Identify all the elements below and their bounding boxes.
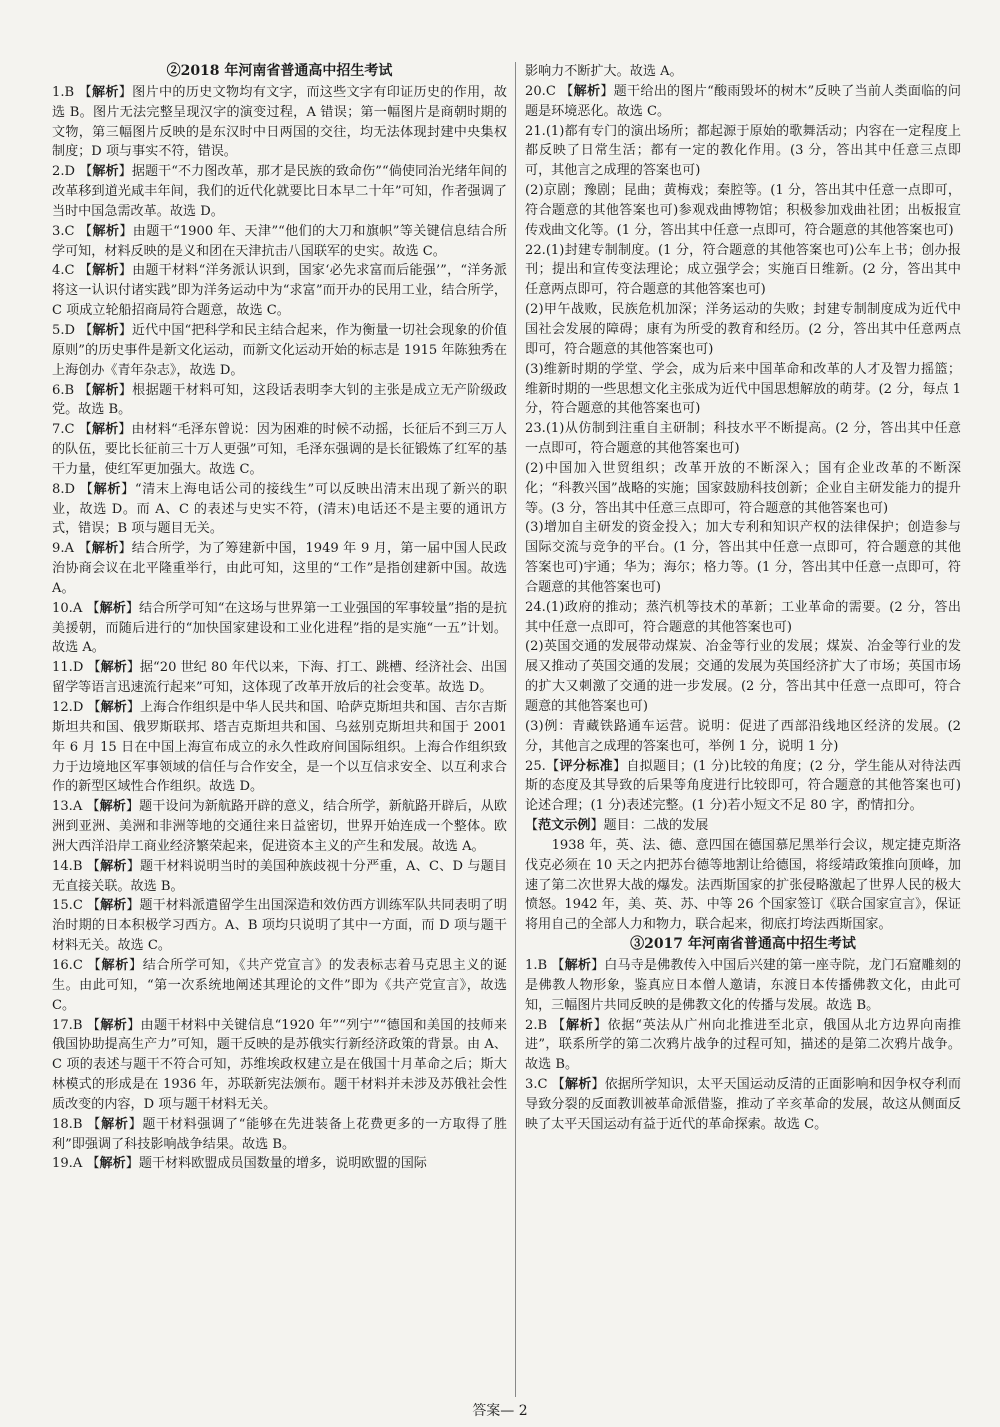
answer-text: 】题干给出的图片“酸雨毁坏的树木”反映了当前人类面临的问题是环境恶化。故选 C。 <box>525 83 961 119</box>
answer-tag: 解析 <box>564 957 592 973</box>
answer-item <box>52 261 507 321</box>
answer-item <box>525 637 961 716</box>
answer-item <box>525 181 961 241</box>
answer-number: 23. <box>525 421 546 437</box>
answer-number: 9.A 【 <box>52 541 92 557</box>
answer-tag: 解析 <box>100 700 127 715</box>
answer-number: 21. <box>525 123 546 139</box>
answer-text: 】近代中国“把科学和民主结合起来，作为衡量一切社会现象的价值原则”的历史事件是新文化运动，而新文化运动开始的标志是 1915 年陈独秀在上海创办《青年杂志》，故选 D。 <box>52 322 508 378</box>
answer-number: 16.C 【 <box>52 957 102 973</box>
answer-item <box>525 518 961 597</box>
right-answer-list-2017 <box>525 956 961 1135</box>
answer-text: 】由材料“毛泽东曾说：因为困难的时候不动摇，长征后不到三万人的队伍，要比长征前三十万人更强”可知，毛泽东强调的是长征锻炼了红军的基干力量，使红军更加强大。故选 C。 <box>52 422 508 477</box>
answer-number: 10.A 【 <box>52 600 100 616</box>
answer-text: (3)维新时期的学堂、学会，成为后来中国革命和改革的人才及智力摇篮；维新时期的一些思想文化主张成为近代中国思想解放的萌芽。(2 分，每点 1 分，符合题意的其他答案也可) <box>525 361 961 417</box>
answer-number: 3.C 【 <box>52 223 93 239</box>
answer-number: 1.B 【 <box>525 957 565 973</box>
answer-tag: 解析 <box>100 660 127 676</box>
answer-text: 】由题干“1900 年、天津”“他们的大刀和旗帜”等关键信息结合所学可知，材料反映的是义和团在天津抗击八国联军的史实。故选 C。 <box>52 223 507 259</box>
answer-text: (3)增加自主研发的资金投入；加大专利和知识产权的法律保护；创造参与国际交流与竞争的平台。(1 分，答出其中任意一点即可，符合题意的其他答案也可)宇通；华为；海尔；格力等。(1 分，答出其中任意一点即可，符合题意的其他答案也可) <box>525 520 961 595</box>
answer-item <box>52 1016 507 1115</box>
answer-item <box>52 162 507 222</box>
answer-text: (1)从仿制到注重自主研制；科技水平不断提高。(2 分，答出其中任意一点即可，符合题意的其他答案也可) <box>525 421 961 457</box>
answer-text: 】白马寺是佛教传入中国后兴建的第一座寺院，龙门石窟雕刻的是佛教人物形象，鉴真应日本僧人邀请，东渡日本传播佛教文化，由此可知，三幅图片共同反映的是佛教文化的传播与发展。故选 B。 <box>525 957 962 1013</box>
answer-text: 】图片中的历史文物均有文字，而这些文字有印证历史的作用，故选 B。图片无法完整呈现汉字的演变过程，A 错误；第一幅图片是商朝时期的文物，第三幅图片反映的是东汉时中日两国的交往，均无法体现封建中央集权制度；D 项与事实不符，错误。 <box>52 84 508 160</box>
answer-text: 】依据所学知识，太平天国运动反清的正面影响和因争权夺利而导致分裂的反面教训被革命派借鉴，推动了辛亥革命的发展，故这从侧面反映了太平天国运动有益于近代的革命探索。故选 C。 <box>525 1077 962 1132</box>
section-title-2018: ②2018 年河南省普通高中招生考试 <box>166 63 393 79</box>
answer-tag: 解析 <box>91 541 119 557</box>
answer-item <box>52 222 507 262</box>
answer-tag: 解析 <box>573 83 601 99</box>
answer-number: 19.A 【 <box>52 1156 100 1172</box>
answer-tag: 解析 <box>92 223 120 239</box>
answer-text: 】据题干“不力图改革，那才是民族的致命伤”“倘使同治光绪年间的改革移到道光咸丰年间，我们的近代化就要比日本早二十年”可知，作者强调了当时中国急需改革。故选 D。 <box>52 164 507 219</box>
answer-item <box>52 857 507 897</box>
answer-tag: 解析 <box>92 164 119 180</box>
answer-number: 8.D 【 <box>52 481 94 497</box>
answer-text: 】依据“英法从广州向北推进至北京，俄国从北方边界向南推进”，联系所学的第二次鸦片战争的过程可知，描述的是第二次鸦片战争。故选 B。 <box>525 1017 962 1073</box>
answer-number: 20.C 【 <box>525 83 574 99</box>
answer-tag: 解析 <box>99 600 126 616</box>
answer-number: 13.A 【 <box>52 799 100 815</box>
answer-item <box>525 122 961 182</box>
answer-text: 】结合所学可知“在这场与世界第一工业强国的军事较量”指的是抗美援朝，而随后进行的“加快国家建设和工业化进程”指的是实施“一五”计划。故选 A。 <box>52 600 508 656</box>
column-divider <box>515 62 516 1397</box>
answer-tag: 解析 <box>100 858 127 874</box>
answer-text: (1)政府的推动；蒸汽机等技术的革新；工业革命的需要。(2 分，答出其中任意一点即可，符合题意的其他答案也可) <box>525 599 961 635</box>
answer-text: 】题干材料说明当时的美国种族歧视十分严重，A、C、D 与题目无直接关联。故选 B。 <box>52 858 508 894</box>
answer-text: 】结合所学可知，《共产党宣言》的发表标志着马克思主义的诞生。由此可知，“第一次系统地阐述其理论的文件”即为《共产党宣言》，故选 C。 <box>52 957 508 1013</box>
answer-item <box>525 1075 961 1135</box>
answer-number: 5.D 【 <box>52 322 93 338</box>
answer-item <box>525 717 961 757</box>
answer-item <box>525 300 961 360</box>
answer-tag: 解析 <box>93 481 122 497</box>
answer-item <box>52 599 507 659</box>
answer-number: 12.D 【 <box>52 700 101 715</box>
answer-number: 11.D 【 <box>52 660 101 676</box>
answer-item <box>52 420 507 480</box>
answer-tag: 解析 <box>91 422 119 438</box>
answer-text: 】题目：二战的发展 <box>590 818 709 834</box>
answer-item <box>52 797 507 857</box>
left-answer-list <box>52 83 507 1174</box>
answer-text: 】自拟题目；(1 分)比较的角度；(2 分，学生能从对待法西斯的态度及其导致的后果等角度进行比较即可，符合题意的其他答案也可)论述合理；(1 分)表述完整。(1 分)若小短文不足 80 字，酌情扣分。 <box>525 758 962 814</box>
answer-text: (3)例：青藏铁路通车运营。说明：促进了西部沿线地区经济的发展。(2 分，其他言之成理的答案也可，举例 1 分，说明 1 分) <box>525 718 961 754</box>
answer-item <box>525 62 961 82</box>
answer-tag: 解析 <box>99 799 126 815</box>
answer-tag: 解析 <box>92 322 119 338</box>
answer-item <box>525 1016 961 1076</box>
answer-item <box>525 836 961 935</box>
answer-text: (1)封建专制制度。(1 分，符合题意的其他答案也可)公车上书；创办报刊；提出和宣传变法理论；成立强学会；实施百日维新。(2 分，答出其中任意两点即可，符合题意的其他答案也可) <box>525 242 961 298</box>
answer-text: 】题干材料派遣留学生出国深造和效仿西方训练军队共同表明了明治时期的日本积极学习西方。A、B 项均只说明了其中一方面，而 D 项与题干材料无关。故选 C。 <box>52 898 508 954</box>
answer-item <box>52 658 507 698</box>
answer-text: 】结合所学，为了筹建新中国，1949 年 9 月，第一届中国人民政治协商会议在北平隆重举行，由此可知，这里的“工作”是指创建新中国。故选 A。 <box>52 541 507 596</box>
answer-item <box>52 1115 507 1155</box>
answer-text: (2)甲午战败，民族危机加深；洋务运动的失败；封建专制制度成为近代中国社会发展的障碍；康有为所受的教育和经历。(2 分，答出其中任意两点即可，符合题意的其他答案也可) <box>525 302 961 357</box>
answer-tag: 解析 <box>101 1116 129 1132</box>
page-footer: 答案— 2 <box>472 1403 528 1419</box>
answer-text: (2)中国加入世贸组织；改革开放的不断深入；国有企业改革的不断深化；“科教兴国”战略的实施；国家鼓励科技创新；企业自主研发能力的提升等。(3 分，答出其中任意三点即可，符合题意的其他答案也可) <box>525 460 961 516</box>
answer-item <box>52 698 507 797</box>
answer-item <box>525 757 961 817</box>
answer-item <box>525 241 961 301</box>
answer-item <box>52 956 507 1016</box>
answer-text: (2)京剧；豫剧；昆曲；黄梅戏；秦腔等。(1 分，答出其中任意一点即可，符合题意的其他答案也可)参观戏曲博物馆；积极参加戏曲社团；出板报宣传戏曲文化等。(1 分，答出其中任意一点即可，符合题意的其他答案也可) <box>525 183 961 238</box>
answer-tag: 解析 <box>91 84 119 100</box>
answer-number: 7.C 【 <box>52 422 92 438</box>
answer-item <box>52 321 507 381</box>
answer-item <box>525 459 961 519</box>
answer-text: 影响力不断扩大。故选 A。 <box>525 64 683 79</box>
answer-tag: 解析 <box>100 898 127 914</box>
answer-tag: 解析 <box>91 382 119 398</box>
answer-number: 22. <box>525 242 546 258</box>
answer-number: 1.B 【 <box>52 84 92 100</box>
answer-item <box>525 956 961 1016</box>
answer-text: (1)都有专门的演出场所；都起源于原始的歌舞活动；内容在一定程度上都反映了日常生活；都有一定的教化作用。(3 分，答出其中任意三点即可，其他言之成理的答案也可) <box>525 123 961 179</box>
answer-item <box>52 480 507 540</box>
answer-item <box>52 381 507 421</box>
answer-number: 4.C 【 <box>52 263 93 279</box>
answer-number: 14.B 【 <box>52 858 101 874</box>
answer-item <box>52 896 507 956</box>
answer-text: 】由题干材料“洋务派认识到，国家‘必先求富而后能强’”，“洋务派将这一认识付诸实践”即为洋务运动中为“求富”而开办的民用工业，结合所学，C 项成立轮船招商局符合题意，故选 C。 <box>52 263 507 319</box>
answer-text: 】“清末上海电话公司的接线生”可以反映出清末出现了新兴的职业，故选 D。而 A、C 的表述与史实不符，(清末)电话还不是主要的通讯方式，错误；B 项与题目无关。 <box>52 481 508 537</box>
answer-item <box>52 1154 507 1174</box>
answer-tag: 解析 <box>101 957 129 973</box>
answer-text: 】题干材料强调了“能够在先进装备上花费更多的一方取得了胜利”即强调了科技影响战争结果。故选 B。 <box>52 1116 508 1152</box>
answer-number: 6.B 【 <box>52 382 92 398</box>
answer-item <box>525 816 961 836</box>
answer-item <box>52 83 507 162</box>
answer-tag: 范文示例 <box>538 818 591 834</box>
answer-item <box>525 82 961 122</box>
answer-tag: 解析 <box>565 1017 594 1033</box>
answer-text: 】根据题干材料可知，这段话表明李大钊的主张是成立无产阶级政党。故选 B。 <box>52 382 508 418</box>
answer-item <box>525 360 961 420</box>
answer-item <box>52 539 507 599</box>
section-title-2017: ③2017 年河南省普通高中招生考试 <box>630 936 856 953</box>
answer-number: 25.【 <box>525 758 560 774</box>
answer-text: 】据“20 世纪 80 年代以来，下海、打工、跳槽、经济社会、出国留学等语言迅速流行起来”可知，这体现了改革开放后的社会变革。故选 D。 <box>52 660 508 696</box>
answer-text: 】题干材料欧盟成员国数量的增多，说明欧盟的国际 <box>125 1156 427 1172</box>
answer-number: 18.B 【 <box>52 1116 102 1132</box>
answer-tag: 评分标准 <box>559 758 614 774</box>
answer-number: 24. <box>525 599 546 615</box>
answer-tag: 解析 <box>99 1156 126 1172</box>
answer-tag: 解析 <box>92 263 119 279</box>
answer-text: 】由题干材料中关键信息“1920 年”“列宁”“德国和美国的技师来俄国协助提高生产力”可知，题干反映的是苏俄实行新经济政策的背景。由 A、C 项的表述与题干不符合可知，苏维埃政权建立是在俄国十月革命之后；斯大林模式的形成是在 1936 年，苏联新宪法颁布。题干材料并未涉及苏俄社会性质改变的内容，D 项与题干材料无关。 <box>52 1017 507 1112</box>
answer-number: 【 <box>525 818 539 834</box>
answer-number: 17.B 【 <box>52 1017 101 1033</box>
right-answer-list <box>525 62 961 935</box>
answer-text: (2)英国交通的发展带动煤炭、冶金等行业的发展；煤炭、冶金等行业的发展又推动了英国交通的发展；交通的发展为英国经济扩大了市场；英国市场的扩大又刺激了交通的进一步发展。(2 分，答出其中任意一点即可，符合题意的其他答案也可) <box>525 639 961 714</box>
answer-text: 】上海合作组织是中华人民共和国、哈萨克斯坦共和国、吉尔吉斯斯坦共和国、俄罗斯联邦、塔吉克斯坦共和国、乌兹别克斯坦共和国于 2001 年 6 月 15 日在中国上海宣布成立的永久性政府间国际组织。上海合作组织致力于边境地区军事领域的信任与合作安全，是一个以互信求安全、以互利求合作的新型区域性合作组织。故选 D。 <box>52 700 508 795</box>
right-column <box>525 62 961 1135</box>
left-column <box>52 62 507 1174</box>
answer-number: 2.D 【 <box>52 164 93 180</box>
answer-number: 2.B 【 <box>525 1017 566 1033</box>
answer-item <box>525 419 961 459</box>
answer-number: 15.C 【 <box>52 898 101 914</box>
answer-item <box>525 598 961 638</box>
answer-text: 1938 年，英、法、德、意四国在德国慕尼黑举行会议，规定捷克斯洛伐克必须在 10 天之内把苏台德等地割让给德国，将绥靖政策推向顶峰，加速了第二次世界大战的爆发。法西斯国家的扩张侵略激起了世界人民的极大愤怒。1942 年，美、英、苏、中等 26 个国家签订《联合国家宣言》，保证将用自己的全部人力和物力，联合起来，彻底打垮法西斯国家。 <box>525 837 961 933</box>
answer-tag: 解析 <box>100 1017 128 1033</box>
answer-number: 3.C 【 <box>525 1077 565 1093</box>
answer-tag: 解析 <box>565 1077 592 1093</box>
answer-text: 】题干设问为新航路开辟的意义，结合所学，新航路开辟后，从欧洲到亚洲、美洲和非洲等地的交通往来日益密切，世界开始连成一个整体。欧洲大西洋沿岸工商业经济繁荣起来，促进资本主义的产生和发展。故选 A。 <box>52 799 508 854</box>
